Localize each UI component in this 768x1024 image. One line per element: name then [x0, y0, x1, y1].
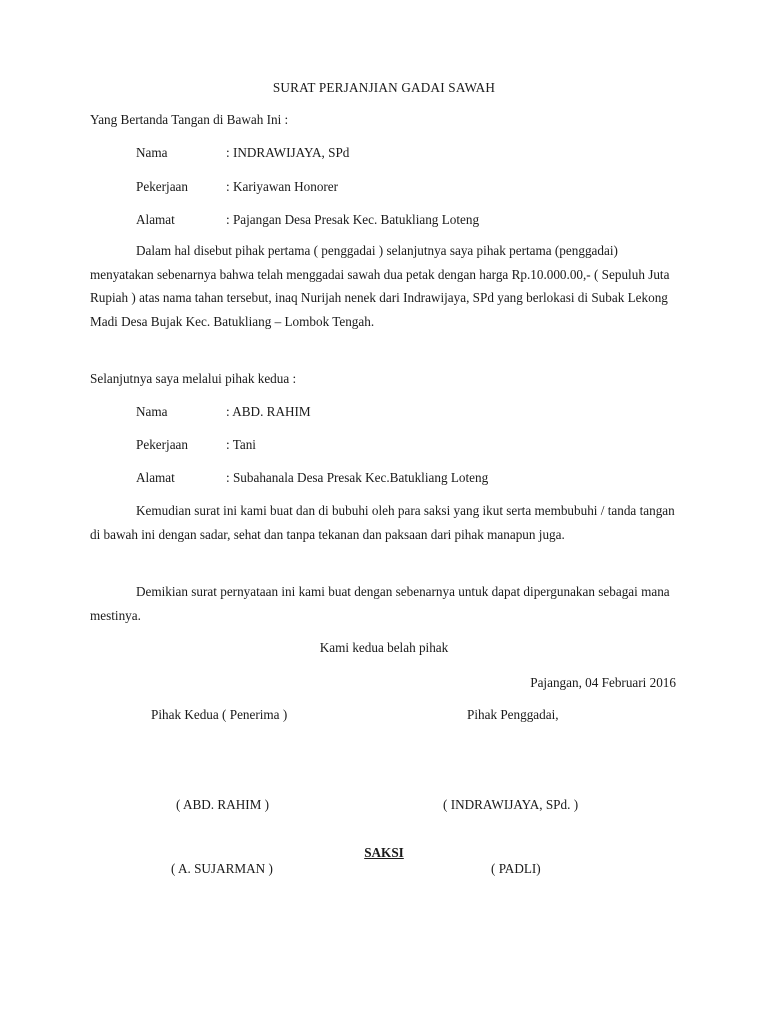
party-two-address-label: Alamat — [136, 470, 175, 485]
party-two-job-label: Pekerjaan — [136, 437, 188, 452]
witness-heading: SAKSI — [364, 845, 404, 860]
document-title: SURAT PERJANJIAN GADAI SAWAH — [272, 80, 496, 95]
paragraph-pledge — [90, 239, 680, 333]
left-signer-name: ( ABD. RAHIM ) — [176, 797, 270, 812]
closing-line: Kami kedua belah pihak — [319, 640, 449, 655]
party-two-name-value: : ABD. RAHIM — [226, 404, 311, 419]
right-signer-role: Pihak Penggadai, — [467, 707, 559, 722]
intro-line: Yang Bertanda Tangan di Bawah Ini : — [90, 112, 289, 127]
party-one-name-label: Nama — [136, 145, 168, 160]
party-two-name-label: Nama — [136, 404, 168, 419]
party-one-name-value: : INDRAWIJAYA, SPd — [226, 145, 350, 160]
left-witness-name: ( A. SUJARMAN ) — [171, 861, 273, 876]
paragraph-witness-statement — [90, 499, 680, 546]
paragraph-pledge-text: Dalam hal disebut pihak pertama ( penggadai ) selanjutnya saya pihak pertama (penggadai) menyatakan sebenarnya bahwa telah menggadai sawah dua petak dengan harga Rp.10.000.00,- ( Sepuluh Juta Rupiah ) atas nama tahan tersebut, inaq Nurijah nenek dari Indrawijaya, SPd yang berlokasi di Subak Lekong Madi Desa Bujak Kec. Batukliang – Lombok Tengah. — [90, 243, 670, 329]
party-one-job-label: Pekerjaan — [136, 179, 188, 194]
right-signer-name: ( INDRAWIJAYA, SPd. ) — [443, 797, 579, 812]
party-one-job-value: : Kariyawan Honorer — [226, 179, 339, 194]
party-one-address-label: Alamat — [136, 212, 175, 227]
party-one-address-value: : Pajangan Desa Presak Kec. Batukliang Loteng — [226, 212, 480, 227]
paragraph-witness-text: Kemudian surat ini kami buat dan di bubuhi oleh para saksi yang ikut serta membubuhi / tanda tangan di bawah ini dengan sadar, sehat dan tanpa tekanan dan paksaan dari pihak manapun juga. — [90, 503, 675, 542]
left-signer-role: Pihak Kedua ( Penerima ) — [151, 707, 288, 722]
right-witness-name: ( PADLI) — [491, 861, 541, 876]
party-two-job-value: : Tani — [226, 437, 256, 452]
paragraph-closing-statement — [90, 580, 680, 627]
second-intro-line: Selanjutnya saya melalui pihak kedua : — [90, 371, 297, 386]
party-two-address-value: : Subahanala Desa Presak Kec.Batukliang Loteng — [226, 470, 489, 485]
paragraph-closing-text: Demikian surat pernyataan ini kami buat dengan sebenarnya untuk dapat dipergunakan sebagai mana mestinya. — [90, 584, 670, 623]
place-date: Pajangan, 04 Februari 2016 — [530, 675, 676, 690]
